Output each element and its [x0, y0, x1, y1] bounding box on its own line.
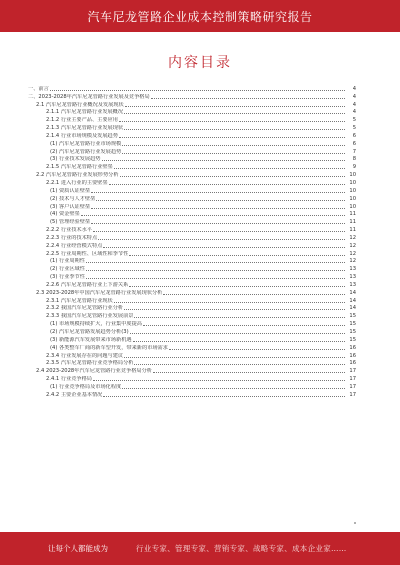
toc-entry-page: 4 — [352, 101, 356, 108]
toc-entry-page: 17 — [349, 376, 356, 383]
toc-entry[interactable] — [28, 288, 356, 296]
toc-entry-page: 16 — [349, 360, 356, 367]
toc-leader-dots — [86, 278, 345, 279]
toc-entry-label: (1) 市场规模持续扩大，行业集中度提高 — [50, 321, 142, 328]
toc-entry-label: 2.1.5 汽车尼龙管路行业壁垒 — [46, 164, 113, 171]
toc-entry-label: 2.1 汽车尼龙管路行业概况及发展现状 — [36, 101, 124, 108]
toc-entry-page: 14 — [349, 289, 356, 296]
toc-entry-page: 10 — [349, 179, 356, 186]
toc-leader-dots — [91, 223, 345, 224]
toc-entry-page: 15 — [349, 313, 356, 320]
toc-entry-page: 17 — [349, 368, 356, 375]
toc-entry[interactable] — [28, 304, 356, 312]
toc-entry[interactable] — [28, 139, 356, 147]
toc-entry[interactable] — [28, 155, 356, 163]
toc-leader-dots — [114, 168, 345, 169]
toc-entry-label: (2) 汽车尼龙管路行业发展趋势 — [50, 148, 122, 155]
toc-entry-page: 9 — [352, 164, 356, 171]
toc-leader-dots — [50, 90, 345, 91]
footer-roles: 行业专家、管理专家、营销专家、战略专家、成本企业家…… — [136, 544, 347, 553]
toc-entry[interactable] — [28, 178, 356, 186]
toc-entry-page: 11 — [349, 219, 356, 226]
toc-leader-dots — [122, 388, 345, 389]
toc-entry[interactable] — [28, 335, 356, 343]
toc-entry-label: 2.2.3 行业的技术特点 — [46, 234, 98, 241]
toc-entry-page: 16 — [349, 352, 356, 359]
toc-leader-dots — [122, 153, 345, 154]
toc-entry-page: 15 — [349, 336, 356, 343]
toc-entry-label: 2.3.2 我国汽车尼龙管路行业分析 — [46, 305, 124, 312]
toc-entry-label: 2.1.4 行业市场规模及发展趋势 — [46, 132, 118, 139]
toc-entry[interactable] — [28, 225, 356, 233]
toc-leader-dots — [125, 106, 345, 107]
toc-leader-dots — [124, 309, 345, 310]
table-of-contents — [28, 84, 356, 398]
page-marker — [354, 522, 356, 524]
footer-slogan: 让每个人都能成为 — [48, 544, 108, 553]
toc-entry-label: 2.1.3 汽车尼龙管路行业发展现状 — [46, 125, 124, 132]
toc-entry-label: 2.2 汽车尼龙管路行业发展形势分析 — [36, 172, 119, 179]
toc-entry-page: 12 — [349, 242, 356, 249]
toc-leader-dots — [133, 341, 345, 342]
toc-leader-dots — [96, 200, 345, 201]
report-header — [0, 0, 400, 32]
toc-leader-dots — [93, 380, 345, 381]
toc-leader-dots — [124, 113, 345, 114]
toc-entry[interactable] — [28, 162, 356, 170]
toc-entry-label: 2.4 2023-2028年汽车尼龙管路行业竞争格局分析 — [36, 368, 152, 375]
toc-entry[interactable] — [28, 202, 356, 210]
toc-entry-label: (2) 技术与人才壁垒 — [50, 195, 96, 202]
toc-leader-dots — [129, 255, 345, 256]
toc-entry-label: 2.2.2 行业技术水平 — [46, 227, 92, 234]
toc-entry-page: 11 — [349, 227, 356, 234]
toc-entry[interactable] — [28, 170, 356, 178]
toc-entry-label: 一、前言 — [28, 85, 49, 92]
toc-entry-label: (5) 管理经验壁垒 — [50, 219, 91, 226]
toc-entry-label: 2.2.5 行业周期性、区域性和季节性 — [46, 250, 129, 257]
toc-entry-page: 12 — [349, 234, 356, 241]
toc-entry-page: 13 — [349, 281, 356, 288]
toc-entry-page: 11 — [349, 211, 356, 218]
toc-entry-page: 10 — [349, 172, 356, 179]
toc-entry-page: 10 — [349, 203, 356, 210]
toc-entry-label: (1) 行业竞争格局及市场化程度 — [50, 383, 122, 390]
toc-entry-label: (1) 资质认证壁垒 — [50, 187, 91, 194]
report-title: 汽车尼龙管路企业成本控制策略研究报告 — [87, 9, 313, 24]
toc-entry-label: (2) 行业区域性 — [50, 266, 85, 273]
toc-entry-label: 2.3.3 我国汽车尼龙管路行业发展前景 — [46, 313, 134, 320]
toc-entry-label: 2.4.1 行业竞争格局 — [46, 376, 92, 383]
toc-entry[interactable] — [28, 280, 356, 288]
toc-entry[interactable] — [28, 194, 356, 202]
toc-leader-dots — [91, 208, 345, 209]
toc-entry[interactable] — [28, 296, 356, 304]
toc-entry-page: 16 — [349, 344, 356, 351]
toc-entry-label: (3) 行业季节性 — [50, 274, 85, 281]
toc-entry-label: 2.1.1 汽车尼龙管路行业发展概况 — [46, 109, 124, 116]
toc-entry[interactable] — [28, 186, 356, 194]
toc-entry[interactable] — [28, 351, 356, 359]
toc-leader-dots — [114, 302, 345, 303]
toc-entry[interactable] — [28, 147, 356, 155]
toc-entry[interactable] — [28, 108, 356, 116]
toc-leader-dots — [163, 294, 345, 295]
toc-entry-label: (4) 各类整车厂商的新车型开发，带来新的市场需求 — [50, 344, 168, 351]
toc-entry[interactable] — [28, 319, 356, 327]
toc-leader-dots — [98, 239, 345, 240]
toc-entry[interactable] — [28, 390, 356, 398]
toc-entry-page: 7 — [352, 148, 356, 155]
toc-entry-label: (2) 汽车尼龙管路发展趋势分析(3) — [50, 329, 129, 335]
toc-entry-page: 4 — [352, 85, 356, 92]
toc-heading: 内容目录 — [168, 55, 232, 71]
toc-entry[interactable] — [28, 210, 356, 218]
toc-leader-dots — [109, 184, 345, 185]
toc-entry[interactable] — [28, 257, 356, 265]
toc-entry[interactable] — [28, 264, 356, 272]
toc-entry[interactable] — [28, 92, 356, 100]
toc-leader-dots — [124, 357, 345, 358]
toc-leader-dots — [81, 215, 345, 216]
toc-entry[interactable] — [28, 366, 356, 374]
toc-leader-dots — [86, 270, 345, 271]
toc-entry-page: 12 — [349, 258, 356, 265]
toc-entry-page: 4 — [352, 93, 356, 100]
toc-entry-page: 10 — [349, 187, 356, 194]
toc-entry-label: 2.4.2 主要企业基本情况 — [46, 391, 103, 398]
toc-entry[interactable] — [28, 343, 356, 351]
toc-entry-page: 13 — [349, 274, 356, 281]
toc-entry-label: (3) 客户认证壁垒 — [50, 203, 91, 210]
toc-leader-dots — [103, 396, 345, 397]
toc-entry-page: 12 — [349, 250, 356, 257]
report-footer — [0, 532, 400, 565]
toc-entry[interactable] — [28, 327, 356, 335]
toc-entry-page: 17 — [349, 383, 356, 390]
toc-entry-page: 5 — [352, 125, 356, 132]
toc-entry-label: 2.3.5 汽车尼龙管路行业竞争格局分析 — [46, 360, 134, 367]
toc-entry-label: 2.1.2 行业主要产品、主要应用 — [46, 117, 118, 124]
toc-leader-dots — [119, 121, 345, 122]
toc-entry-label: 2.2.6 汽车尼龙管路行业上下游关系 — [46, 281, 129, 288]
toc-entry[interactable] — [28, 123, 356, 131]
toc-entry-page: 15 — [349, 321, 356, 328]
toc-entry[interactable] — [28, 374, 356, 382]
toc-entry-label: (3) 新能源汽车发展带来市场新机遇 — [50, 336, 132, 343]
toc-leader-dots — [120, 176, 345, 177]
toc-leader-dots — [91, 192, 345, 193]
toc-entry[interactable] — [28, 382, 356, 390]
toc-entry-page: 13 — [349, 266, 356, 273]
toc-leader-dots — [122, 145, 345, 146]
toc-leader-dots — [129, 286, 345, 287]
toc-entry[interactable] — [28, 84, 356, 92]
toc-entry-page: 14 — [349, 297, 356, 304]
toc-leader-dots — [130, 333, 345, 334]
toc-leader-dots — [169, 349, 345, 350]
toc-entry[interactable] — [28, 115, 356, 123]
toc-entry-page: 6 — [352, 140, 356, 147]
toc-entry[interactable] — [28, 131, 356, 139]
toc-leader-dots — [93, 231, 345, 232]
toc-entry[interactable] — [28, 272, 356, 280]
toc-leader-dots — [134, 364, 345, 365]
toc-entry-label: 2.2.4 行业经营模式特点 — [46, 242, 103, 249]
toc-entry-label: (4) 资金壁垒 — [50, 211, 80, 218]
toc-entry-page: 15 — [349, 329, 356, 335]
toc-entry-page: 4 — [352, 109, 356, 116]
toc-leader-dots — [103, 247, 345, 248]
toc-entry-page: 5 — [352, 117, 356, 124]
toc-leader-dots — [153, 372, 345, 373]
toc-entry[interactable] — [28, 100, 356, 108]
toc-entry-label: 2.3 2023-2028年中国汽车尼龙管路行业发展现状分析 — [36, 289, 163, 296]
toc-entry-page: 6 — [352, 132, 356, 139]
toc-entry-label: (1) 行业周期性 — [50, 258, 85, 265]
toc-entry-label: 二、2023-2028年汽车尼龙管路行业发展及竞争格局 — [28, 93, 150, 100]
toc-leader-dots — [143, 325, 345, 326]
toc-entry-label: (1) 汽车尼龙管路行业市场规模 — [50, 140, 122, 147]
toc-entry[interactable] — [28, 217, 356, 225]
toc-leader-dots — [124, 129, 345, 130]
toc-entry-label: (3) 行业技术发展趋势 — [50, 156, 101, 163]
toc-leader-dots — [86, 262, 345, 263]
toc-entry-page: 14 — [349, 305, 356, 312]
toc-entry-label: 2.2.1 进入行业的主要壁垒 — [46, 179, 108, 186]
toc-entry-page: 10 — [349, 195, 356, 202]
toc-entry[interactable] — [28, 359, 356, 367]
toc-entry-label: 2.3.1 汽车尼龙管路行业现状 — [46, 297, 113, 304]
toc-entry[interactable] — [28, 249, 356, 257]
toc-leader-dots — [119, 137, 345, 138]
toc-leader-dots — [102, 160, 346, 161]
toc-entry-label: 2.3.4 行业发展存在的问题与建议 — [46, 352, 124, 359]
toc-entry-page: 17 — [349, 391, 356, 398]
toc-entry-page: 8 — [352, 156, 356, 163]
toc-entry[interactable] — [28, 233, 356, 241]
toc-leader-dots — [134, 317, 345, 318]
toc-entry[interactable] — [28, 311, 356, 319]
toc-entry[interactable] — [28, 241, 356, 249]
toc-leader-dots — [151, 98, 345, 99]
